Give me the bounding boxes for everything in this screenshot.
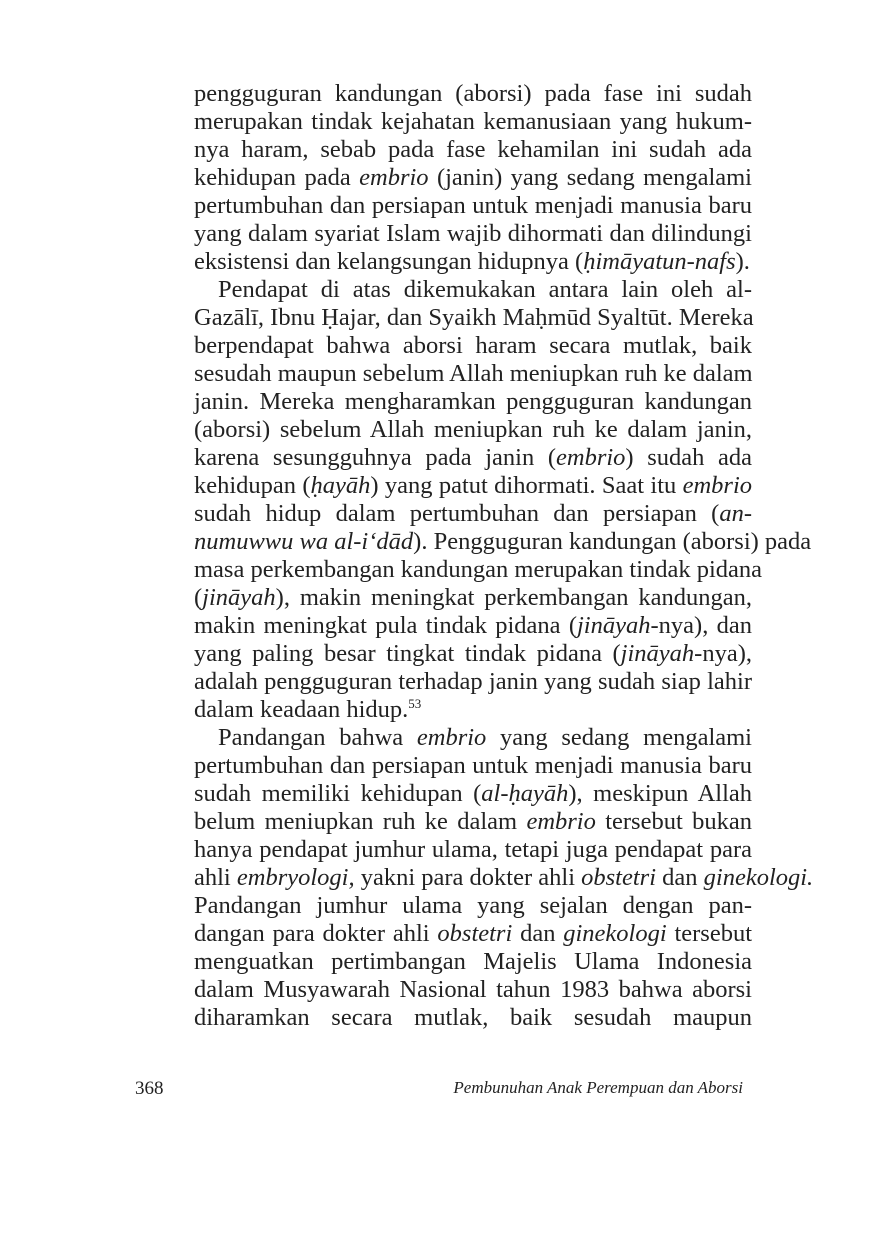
- text-line: menguatkan pertimbangan Majelis Ulama Indonesia: [194, 948, 752, 975]
- text-line: dalam keadaan hidup.$^{53}$: [194, 695, 422, 723]
- text-line: Gazālī, Ibnu Ḥajar, dan Syaikh Maḥmūd Syaltūt. Mereka: [194, 304, 754, 331]
- text-line: hanya pendapat jumhur ulama, tetapi juga pendapat para: [194, 836, 752, 863]
- text-line: Pendapat di atas dikemukakan antara lain oleh al-: [218, 276, 752, 303]
- text-line: Pandangan bahwa embrio yang sedang mengalami: [218, 724, 752, 751]
- footnote-reference[interactable]: 53: [408, 695, 422, 711]
- text-line: eksistensi dan kelangsungan hidupnya (ḥimāyatun-nafs).: [194, 248, 750, 275]
- text-line: karena sesungguhnya pada janin (embrio) sudah ada: [194, 444, 752, 471]
- text-line: makin meningkat pula tindak pidana (jināyah-nya), dan: [194, 612, 752, 639]
- text-line: sudah hidup dalam pertumbuhan dan persiapan (an-: [194, 500, 752, 527]
- text-line: dalam Musyawarah Nasional tahun 1983 bahwa aborsi: [194, 976, 752, 1003]
- text-line: ahli embryologi, yakni para dokter ahli obstetri dan ginekologi.: [194, 864, 814, 891]
- text-line: (jināyah), makin meningkat perkembangan kandungan,: [194, 584, 752, 611]
- paragraph-2: [194, 276, 812, 724]
- text-line: pertumbuhan dan persiapan untuk menjadi manusia baru: [194, 752, 752, 779]
- text-line: Pandangan jumhur ulama yang sejalan dengan pan-: [194, 892, 752, 919]
- text-line: sesudah maupun sebelum Allah meniupkan ruh ke dalam: [194, 360, 753, 387]
- paragraph-1: [194, 80, 752, 276]
- text-line: nya haram, sebab pada fase kehamilan ini sudah ada: [194, 136, 752, 163]
- text-line: sudah memiliki kehidupan (al-ḥayāh), meskipun Allah: [194, 780, 752, 807]
- text-line: dangan para dokter ahli obstetri dan ginekologi tersebut: [194, 920, 753, 947]
- text-line: adalah pengguguran terhadap janin yang sudah siap lahir: [194, 668, 752, 695]
- text-line: janin. Mereka mengharamkan pengguguran kandungan: [194, 388, 752, 415]
- text-line: pertumbuhan dan persiapan untuk menjadi manusia baru: [194, 192, 752, 219]
- text-line: kehidupan (ḥayāh) yang patut dihormati. Saat itu embrio: [194, 472, 753, 499]
- text-line: berpendapat bahwa aborsi haram secara mutlak, baik: [194, 332, 752, 359]
- page-footer: [135, 1078, 743, 1102]
- paragraph-3: [194, 724, 814, 1032]
- text-line: yang dalam syariat Islam wajib dihormati dan dilindungi: [194, 220, 752, 247]
- text-line: belum meniupkan ruh ke dalam embrio tersebut bukan: [194, 808, 752, 835]
- running-title: Pembunuhan Anak Perempuan dan Aborsi: [453, 1078, 743, 1097]
- text-line: merupakan tindak kejahatan kemanusiaan yang hukum-: [194, 108, 752, 135]
- text-line: (aborsi) sebelum Allah meniupkan ruh ke dalam janin,: [194, 416, 752, 443]
- body-text: [194, 80, 814, 1032]
- text-line: diharamkan secara mutlak, baik sesudah maupun: [194, 1004, 752, 1031]
- page-number: 368: [135, 1078, 164, 1099]
- text-line: pengguguran kandungan (aborsi) pada fase ini sudah: [194, 80, 752, 107]
- text-line: numuwwu wa al-i‘dād). Pengguguran kandungan (aborsi) pada: [194, 528, 812, 555]
- text-line: masa perkembangan kandungan merupakan tindak pidana: [194, 556, 763, 583]
- text-line: yang paling besar tingkat tindak pidana (jināyah-nya),: [194, 640, 752, 667]
- text-line: kehidupan pada embrio (janin) yang sedang mengalami: [194, 164, 752, 191]
